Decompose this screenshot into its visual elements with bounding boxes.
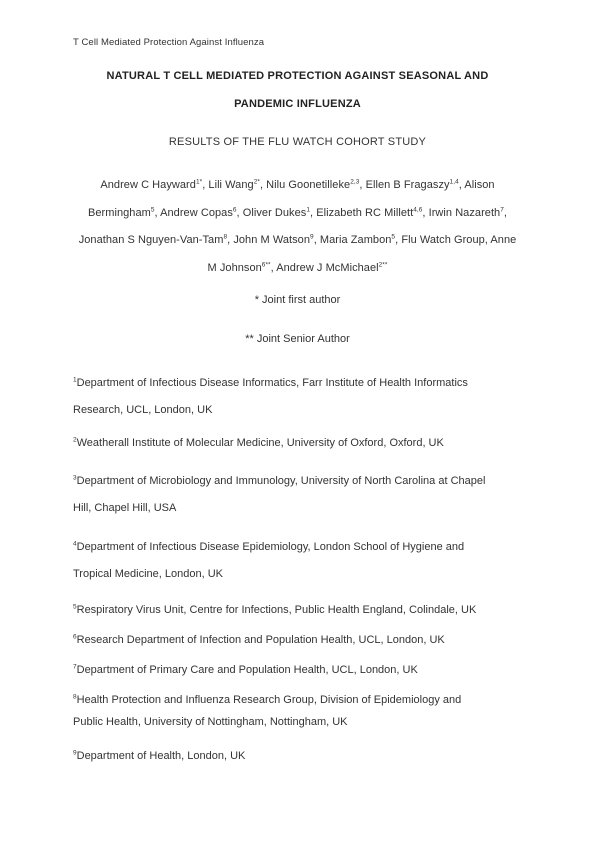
affiliation-number: 1 [73,376,77,384]
affiliation-8 [73,689,523,733]
affiliation-text: Department of Microbiology and Immunology, University of North Carolina at Chapel [76,475,486,487]
author-name: John M Watson [233,234,311,246]
affiliation-number: 5 [73,603,77,611]
affiliation-text: Research Department of Infection and Population Health, UCL, London, UK [76,634,445,646]
author-affiliation-marker: 5 [391,233,396,241]
author-affiliation-marker: 2,3 [350,178,360,186]
affiliation-number: 2 [73,436,77,444]
author-affiliation-marker: 1,4 [449,178,459,186]
author-name: Elizabeth RC Millett [316,206,414,219]
affiliation-text: Department of Infectious Disease Epidemiology, London School of Hygiene and [76,541,465,553]
author-separator: , [227,234,234,246]
author-separator: , [422,206,429,219]
author-name: Maria Zambon [319,234,392,246]
author-separator: , [484,234,491,246]
joint-senior-author-note: ** Joint Senior Author [245,333,350,345]
affiliation-6 [73,627,523,654]
running-header: T Cell Mediated Protection Against Influenza [73,37,265,48]
affiliation-number: 4 [73,540,77,548]
affiliation-4 [73,534,523,588]
author-affiliation-marker: 7 [500,205,504,213]
affiliation-number: 9 [73,749,77,757]
author-name: Andrew J McMichael [276,261,379,274]
author-separator: , [202,179,209,191]
affiliation-text: Health Protection and Influenza Research Group, Division of Epidemiology and [76,694,462,706]
author-affiliation-marker: 2* [253,178,260,186]
author-list [73,172,522,282]
author-separator: , [458,179,465,191]
author-affiliation-marker: 4,6 [413,205,423,213]
author-affiliation-marker: 6** [261,260,271,268]
author-separator: , [313,234,320,246]
author-affiliation-marker: 8 [223,233,228,241]
affiliation-text-continued: Research, UCL, London, UK [73,404,213,416]
affiliation-3 [73,468,523,522]
affiliation-text-continued: Hill, Chapel Hill, USA [73,502,177,514]
subtitle: RESULTS OF THE FLU WATCH COHORT STUDY [168,136,427,148]
author-affiliation-marker: 6 [232,205,237,213]
affiliation-text: Department of Health, London, UK [76,750,246,762]
affiliation-5 [73,597,523,624]
author-separator: , [503,206,508,219]
author-name: Flu Watch Group [401,234,485,246]
author-affiliation-marker: 2** [378,260,388,268]
author-separator: , [236,206,243,219]
author-name: Lili Wang [208,179,254,191]
author-name: Anne M Johnson [207,234,517,274]
affiliation-text-continued: Tropical Medicine, London, UK [73,568,224,580]
author-name: Andrew C Hayward [100,179,196,191]
affiliation-1 [73,370,523,424]
author-name: Nilu Goonetilleke [266,179,351,191]
author-name: Irwin Nazareth [428,206,501,219]
author-name: Jonathan S Nguyen-Van-Tam [78,234,224,246]
author-separator: , [359,179,366,191]
affiliation-number: 6 [73,633,77,641]
author-separator: , [259,179,267,191]
author-separator: , [270,261,277,274]
affiliation-text: Department of Infectious Disease Informatics, Farr Institute of Health Informatics [76,377,468,389]
author-name: Oliver Dukes [242,206,307,219]
affiliation-text: Respiratory Virus Unit, Centre for Infections, Public Health England, Colindale, UK [76,604,477,616]
joint-first-author-note: * Joint first author [254,294,341,306]
affiliation-text: Weatherall Institute of Molecular Medicine, University of Oxford, Oxford, UK [76,437,444,449]
author-affiliation-marker: 1* [195,178,203,186]
author-affiliation-marker: 9 [310,233,314,241]
author-name: Andrew Copas [160,206,233,219]
affiliation-number: 3 [73,474,77,482]
affiliation-7 [73,657,523,684]
author-separator: , [310,206,317,219]
author-separator: , [154,206,161,219]
affiliation-9 [73,743,523,770]
author-affiliation-marker: 5 [150,205,155,213]
author-separator: , [395,234,402,246]
affiliation-2 [73,430,523,457]
author-affiliation-marker: 1 [306,205,310,213]
affiliation-text-continued: Public Health, University of Nottingham, Nottingham, UK [73,716,348,728]
author-name: Alison Bermingham [87,179,495,219]
affiliation-number: 7 [73,663,77,671]
title-line-1: NATURAL T CELL MEDIATED PROTECTION AGAINST SEASONAL AND [106,70,489,82]
affiliation-text: Department of Primary Care and Population Health, UCL, London, UK [76,664,418,676]
title-line-2: PANDEMIC INFLUENZA [234,98,361,110]
affiliation-number: 8 [73,693,77,701]
author-name: Ellen B Fragaszy [365,179,450,191]
